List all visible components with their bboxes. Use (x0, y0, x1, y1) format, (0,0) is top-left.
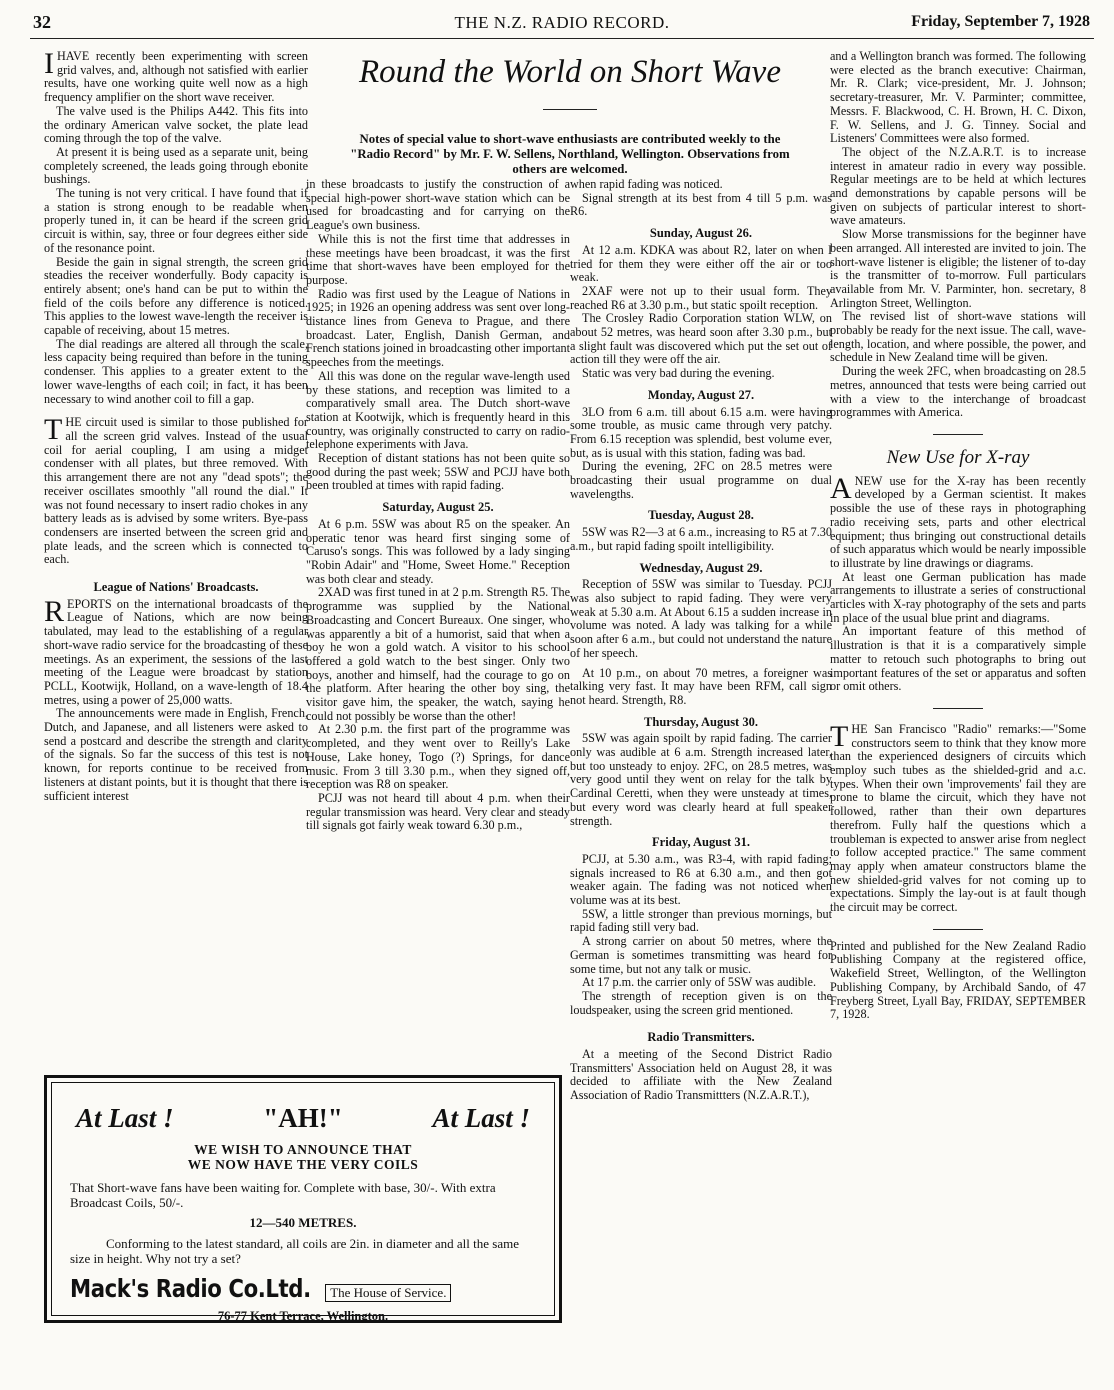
paragraph: Static was very bad during the evening. (582, 366, 775, 381)
paragraph: IHAVE recently been experimenting with screen grid valves, and, although not satisfied with earlier results, have one working quite well now as a high frequency amplifier on the short wave receiver. (44, 50, 308, 105)
paragraph: and a Wellington branch was formed. The following were elected as the branch executive: Chairman, Mr. R. Clark; vice-president, Mr. J. Johnson; secretary-treasurer, Mr. V. Parminter; committee, Messrs. F. Blackwood, C. H. Brown, H. C. Dixon, F. W. Sellens, and J. G. Tinney. Social and Listeners' Committees were also formed. (830, 50, 1086, 146)
paragraph: At present it is being used as a separate unit, being completely screened, the leads going through ebonite bushings. (44, 144, 308, 187)
paragraph: REPORTS on the international broadcasts of the League of Nations, which are now being tabulated, may lead to the establishing of a regular short-wave radio service for the broadcasting of these meetings. As an experiment, the sessions of the last meeting of the League were broadcast by station PCLL, Kootwijk, Holland, on a wave-length of 18.4 metres, using a power of 25,000 watts. (44, 594, 308, 707)
paragraph: 5SW was R2—3 at 6 a.m., increasing to R5 at 7.30 a.m., but rapid fading spoilt intelligibility. (570, 525, 832, 553)
paragraph: At 17 p.m. the carrier only of 5SW was audible. (582, 975, 816, 990)
paragraph: The Crosley Radio Corporation station WLW, on about 52 metres, was heard soon after 3.30 p.m., but a slight fault was discovered which put the set out of action till they were off the air. (570, 311, 832, 367)
paragraph: 5SW was again spoilt by rapid fading. The carrier only was audible at 6 a.m. Strength increased later, but too unsteady to enjoy. 2FC, on 28.5 metres, was very good until they went on relay for the talk by Cardinal Ceretti, when they were unsteady at times, but every word was clearly heard at full speaker strength. (570, 731, 832, 828)
paragraph: At a meeting of the Second District Radio Transmitters' Association held on August 28, it was decided to affiliate with the New Zealand Association of Radio Transmittters (N.Z.A.R.T.), (570, 1047, 832, 1103)
paragraph: At 2.30 p.m. the first part of the programme was completed, and they went over to Reilly's Lake House, Lake honey, Togo (?) Springs, for dance music. From 3 till 3.30 p.m., when they signed off, reception was R8 on speaker. (306, 722, 570, 792)
paragraph: 3LO from 6 a.m. till about 6.15 a.m. were having some trouble, as music came through very patchy. From 6.15 reception was splendid, best volume ever, but, as is usual with this station, fading was bad. (570, 404, 832, 460)
column-4 (830, 50, 1086, 1330)
advert-ah: "AH!" (263, 1103, 343, 1133)
advert-address: 76-77 Kent Terrace, Wellington. (217, 1309, 389, 1323)
page-header (30, 10, 1094, 39)
advert-announce-line-2: WE NOW HAVE THE VERY COILS (187, 1157, 419, 1172)
column-3 (570, 178, 832, 1323)
paragraph: Signal strength at its best from 4 till 5 p.m. was R6. (570, 190, 832, 219)
issue-date: Friday, September 7, 1928 (911, 13, 1090, 30)
paragraph: 5SW, a little stronger than previous mornings, but rapid fading still very bad. (570, 906, 832, 935)
paragraph: Beside the gain in signal strength, the screen grid steadies the receiver wonderfully. Body capacity is entirely absent; one's hand can be put to within the field of the coils before any difference is noticed. This applies to the lowest wave-length the receiver is capable of receiving, about 15 metres. (44, 254, 308, 338)
sunday-heading: Sunday, August 26. (649, 226, 753, 241)
title-rule (543, 109, 597, 110)
advert-at-last-right: At Last ! (432, 1103, 530, 1133)
mack-radio-advert (44, 1075, 562, 1323)
paragraph: The tuning is not very critical. I have found that if a station is strong enough to be readable when properly tuned in, it can be heard if the screen grid circuit is within, say, three or four degrees either side of the resonance point. (44, 186, 308, 255)
tuesday-heading: Tuesday, August 28. (648, 508, 754, 523)
friday-heading: Friday, August 31. (652, 835, 750, 850)
paragraph: PCJJ, at 5.30 a.m., was R3-4, with rapid fading; signals increased to R6 at 6.30 a.m., and then got weaker again. The fading was not noticed when volume was at its best. (570, 851, 832, 908)
section-rule (933, 434, 983, 435)
paragraph: PCJJ was not heard till about 4 p.m. when their regular transmission was heard. Very clear and steady till signals got fairly weak toward 6.30 p.m., (306, 790, 570, 833)
saturday-heading: Saturday, August 25. (382, 500, 494, 515)
paragraph: While this is not the first time that addresses in these meetings have been broadcast, it was the first time that short-waves have been employed for the purpose. (306, 231, 570, 287)
paragraph: The valve used is the Philips A442. This fits into the ordinary American valve socket, the plate lead coming through the top of the valve. (44, 103, 308, 146)
paragraph: An important feature of this method of illustration is that it is a comparatively simple matter to retouch such photographs to bring out important features of the set or apparatus and soften or omit others. (830, 624, 1086, 694)
radio-transmitters-heading: Radio Transmitters. (647, 1030, 755, 1045)
paragraph: Reception of 5SW was similar to Tuesday. PCJJ was also subject to rapid fading. They were very weak at 5.30 a.m. At About 6.15 a sudden increase in volume was noted. A lady was talking for a while soon after 6 a.m., but could not understand the nature of her speech. (570, 577, 832, 660)
paragraph: During the week 2FC, when broadcasting on 28.5 metres, announced that tests were being carried out with a view to the interchange of broadcast programmes with America. (830, 364, 1086, 420)
paragraph: in these broadcasts to justify the construction of a special high-power short-wave station which can be used for broadcasting and for carrying on the League's own business. (306, 178, 570, 233)
monday-heading: Monday, August 27. (647, 387, 755, 402)
thursday-heading: Thursday, August 30. (644, 714, 758, 729)
feature-title: Round the World on Short Wave (359, 54, 781, 90)
section-rule (933, 929, 983, 930)
paragraph: The strength of reception given is on the loudspeaker, using the screen grid mentioned. (570, 988, 832, 1017)
advert-metres: 12—540 METRES. (249, 1215, 357, 1230)
wednesday-heading: Wednesday, August 29. (639, 560, 763, 575)
imprint: Printed and published for the New Zealand Radio Publishing Company at the registered office, Wakefield Street, Wellington, of the Wellington Publishing Company, by Archibald Sando, of 47 Freyberg Street, Lyall Bay, FRIDAY, SEPTEMBER 7, 1928. (830, 938, 1086, 1022)
paragraph: A strong carrier on about 50 metres, where the German is sometimes transmitting was heard for some time, but not any talk or music. (570, 934, 832, 976)
advert-at-last-left: At Last ! (76, 1103, 174, 1133)
xray-title: New Use for X-ray (886, 446, 1030, 468)
paragraph: when rapid fading was noticed. (570, 178, 723, 191)
page-number: 32 (33, 12, 51, 32)
paragraph: The announcements were made in English, French, Dutch, and Japanese, and all listeners were asked to send a postcard and describe the strength and clarity of the signals. So far the success of this test is not known, for reports continue to be received from listeners at distant points, but it is thought that there is sufficient interest (44, 706, 308, 803)
column-2 (306, 178, 570, 868)
paragraph: 2XAF were not up to their usual form. They reached R6 at 3.30 p.m., but static spoilt reception. (570, 283, 832, 312)
paragraph: All this was done on the regular wave-length used by these stations, and reception was limited to a comparatively small area. The Dutch short-wave station at Kootwijk, which is frequently heard in this country, was originally constructed to carry on radio-telephone experiments with Java. (306, 368, 570, 452)
paragraph: Reception of distant stations has not been quite so good during the past week; 5SW and PCJJ have both been troubled at times with rapid fading. (306, 451, 570, 493)
feature-heading (310, 50, 830, 177)
league-heading: League of Nations' Broadcasts. (93, 580, 259, 595)
paragraph: The object of the N.Z.A.R.T. is to increase interest in amateur radio in every way possible. Regular meetings are to be held at which lectures and demonstrations by capable persons will be given on subjects of particular interest to short-wave amateurs. (830, 144, 1086, 228)
paragraph: THE circuit used is similar to those published for all the screen grid valves. Instead of the usual coil for aerial coupling, I am using a midget condenser with all plates, but three removed. With this arrangement there are not any "dead spots"; the receiver oscillates smoothly "all round the dial." It was not found necessary to insert radio chokes in any battery leads as is advised by some writers. Bye-pass condensers are inserted between the screen grid and plate leads, and the screen which is connected to each. (44, 413, 308, 567)
advert-company-name: Mack's Radio Co.Ltd. (70, 1274, 311, 1303)
paragraph: ANEW use for the X-ray has been recently developed by a German scientist. It makes possible the use of these rays in photographing radio receiving sets, parts and other electrical equipment; thus bringing out constructional details of such apparatus which would be nearly impossible to illustrate by line drawings or diagrams. (830, 471, 1086, 570)
paragraph: Radio was first used by the League of Nations in 1925; in 1926 an opening address was sent over long-distance lines from Geneva to Prague, and there broadcast. Later, English, Danish German, and French stations joined in broadcasting other important speeches from the meetings. (306, 286, 570, 370)
feature-intro: Notes of special value to short-wave enthusiasts are contributed weekly to the "Radio Record" by Mr. F. W. Sellens, Northland, Wellington. Observations from others are welcomed. (350, 132, 790, 176)
paragraph: At least one German publication has made arrangements to illustrate a series of constructional articles with X-ray photography of the sets and parts in place of the usual blue print and diagrams. (830, 569, 1086, 625)
paragraph: THE San Francisco "Radio" remarks:—"Some constructors seem to think that they know more than the experienced designers of circuits which employ such tubes as the shielded-grid and a.c. types. When their own 'improvements' fail they are prone to blame the circuit, which they have not followed, rather than their own departures therefrom. Fully half the questions which a troubleman is expected to answer arise from neglect to follow accepted practice." The same comment may apply when amateur constructors blame the new shielded-grid valves for not coming up to expectations. Simply the lay-out is at fault though the circuit may be correct. (830, 719, 1086, 915)
advert-announce-line-1: WE WISH TO ANNOUNCE THAT (194, 1142, 412, 1157)
publication-title: THE N.Z. RADIO RECORD. (454, 13, 670, 32)
paragraph: Slow Morse transmissions for the beginner have been arranged. All interested are invited to join. The short-wave listener is eligible; the listener of to-day is the transmitter of to-morrow. Full particulars available from Mr. V. Parminter, hon. secretary, 8 Arlington Street, Wellington. (830, 227, 1086, 310)
section-rule (933, 708, 983, 709)
paragraph: During the evening, 2FC on 28.5 metres were broadcasting their usual programme on dual wavelengths. (570, 459, 832, 501)
paragraph: At 10 p.m., on about 70 metres, a foreigner was talking very fast. It may have been RFM, call sign not heard. Strength, R8. (570, 665, 832, 707)
paragraph: At 6 p.m. 5SW was about R5 on the speaker. An operatic tenor was heard first singing some of Caruso's songs. This was followed by a lady singing "Robin Adair" and "Home, Sweet Home." Reception was both clear and steady. (306, 516, 570, 586)
paragraph: At 12 a.m. KDKA was about R2, later on when I tried for them they were either off the air or too weak. (570, 242, 832, 285)
advert-house-of-service: The House of Service. (325, 1284, 451, 1302)
paragraph: 2XAD was first tuned in at 2 p.m. Strength R5. The programme was supplied by the National Broadcasting and Concert Bureaux. One singer, who was apparently a bit of a humorist, said that when a boy he won a gold watch. A visitor to his school offered a gold watch to the best singer. Only two boys, another and himself, had the courage to go on the platform. After hearing the other boy sing, the visitor gave him, the speaker, the watch, saying he could not possibly be worse than the other! (306, 585, 570, 723)
paragraph: The revised list of short-wave stations will probably be ready for the next issue. The call, wave-length, location, and where possible, the power, and schedule in New Zealand time will be given. (830, 309, 1086, 365)
paragraph: The dial readings are altered all through the scale, less capacity being required than before in the tuning condenser. This applies to a greater extent to the lower wave-lengths of each coil; in fact, it has been necessary to wind another coil to fill a gap. (44, 336, 308, 406)
advert-text: That Short-wave fans have been waiting for. Complete with base, 30/-. With extra Broadcast Coils, 50/-. (70, 1180, 496, 1210)
advert-conforming: Conforming to the latest standard, all coils are 2in. in diameter and all the same size in height. Why not try a set? (70, 1236, 519, 1266)
